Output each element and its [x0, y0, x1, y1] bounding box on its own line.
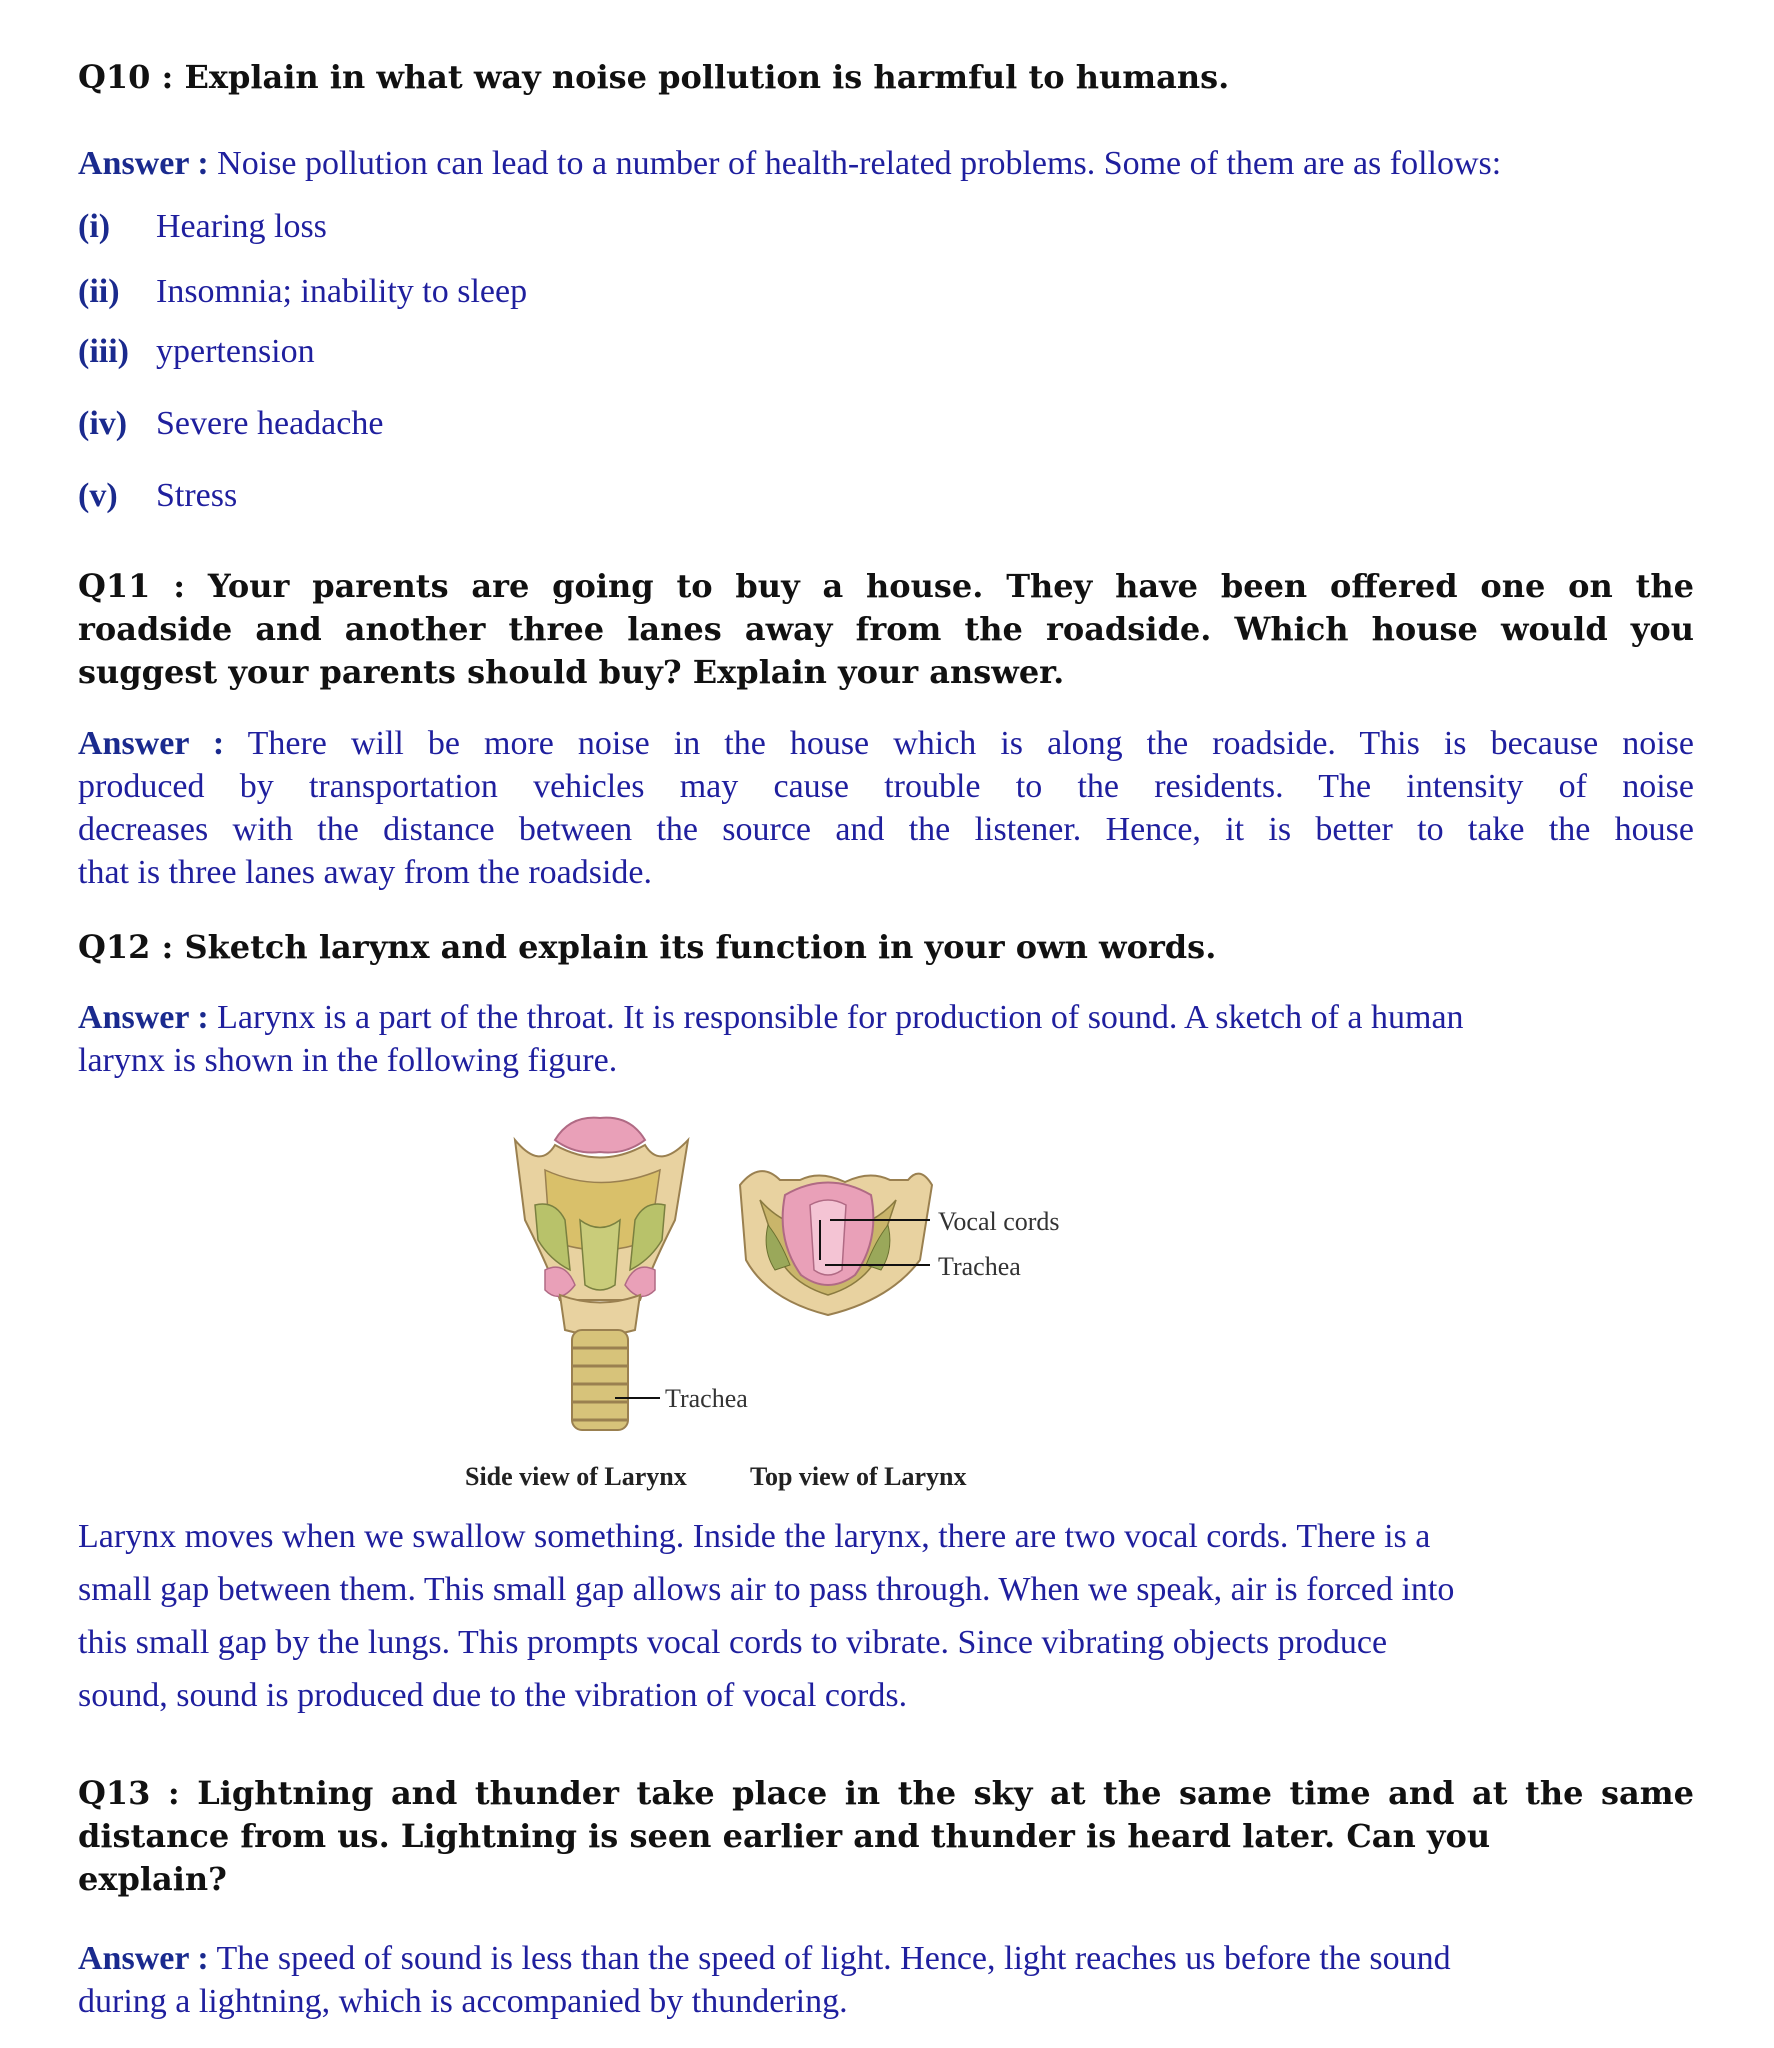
list-item: [78, 333, 315, 371]
answer-line: [78, 722, 1694, 765]
list-text: Hearing loss: [156, 208, 327, 245]
q11-answer: [78, 722, 1694, 894]
question-line: suggest your parents should buy? Explain your answer.: [78, 653, 1065, 691]
list-item: [78, 273, 527, 311]
list-item: [78, 405, 383, 443]
list-item: [78, 477, 237, 515]
answer-label: Answer :: [78, 1940, 209, 1977]
answer-label: Answer :: [78, 999, 209, 1036]
q10-answer: [78, 142, 1694, 185]
answer-line: produced by transportation vehicles may cause trouble to the residents. The intensity of noise: [78, 768, 1694, 805]
answer-text: Noise pollution can lead to a number of health-related problems. Some of them are as follows:: [208, 145, 1502, 182]
larynx-side-view-drawing: [515, 1118, 688, 1430]
answer-line: that is three lanes away from the roadside.: [78, 854, 653, 891]
question-line: Q13 : Lightning and thunder take place in the sky at the same time and at the same: [78, 1774, 1694, 1812]
q10-question: Q10 : Explain in what way noise pollution is harmful to humans.: [78, 58, 1230, 96]
label-trachea-top: Trachea: [938, 1252, 1021, 1281]
q11-question: [78, 565, 1694, 694]
list-number: (v): [78, 477, 118, 514]
label-trachea-side: Trachea: [665, 1384, 748, 1413]
answer-text: Larynx is a part of the throat. It is responsible for production of sound. A sketch of a human: [208, 999, 1464, 1036]
list-text: ypertension: [156, 333, 315, 370]
larynx-figure: [450, 1110, 1170, 1510]
answer-label: Answer :: [78, 725, 225, 762]
answer-label: Answer :: [78, 145, 209, 182]
caption-side-view: Side view of Larynx: [465, 1462, 687, 1491]
label-vocal-cords: Vocal cords: [938, 1207, 1060, 1236]
answer-line: decreases with the distance between the source and the listener. Hence, it is better to take the house: [78, 811, 1694, 848]
question-line: explain?: [78, 1860, 227, 1898]
answer-text: The speed of sound is less than the speed of light. Hence, light reaches us before the sound: [208, 1940, 1451, 1977]
answer-line: larynx is shown in the following figure.: [78, 1042, 618, 1079]
q13-answer: [78, 1937, 1694, 2023]
paragraph-line: sound, sound is produced due to the vibration of vocal cords.: [78, 1677, 908, 1714]
question-line: roadside and another three lanes away from the roadside. Which house would you: [78, 610, 1694, 648]
list-text: Stress: [156, 477, 238, 514]
larynx-top-view-drawing: [740, 1171, 932, 1315]
paragraph-line: Larynx moves when we swallow something. Inside the larynx, there are two vocal cords. There is a: [78, 1518, 1431, 1555]
paragraph-line: small gap between them. This small gap allows air to pass through. When we speak, air is forced into: [78, 1571, 1455, 1608]
answer-line: during a lightning, which is accompanied by thundering.: [78, 1983, 848, 2020]
question-line: Q11 : Your parents are going to buy a house. They have been offered one on the: [78, 567, 1694, 605]
list-number: (iv): [78, 405, 128, 442]
answer-text: There will be more noise in the house which is along the roadside. This is because noise: [224, 725, 1694, 762]
q13-question: [78, 1772, 1694, 1901]
list-text: Insomnia; inability to sleep: [156, 273, 528, 310]
q12-explanation: [78, 1510, 1694, 1722]
q12-answer: [78, 996, 1694, 1082]
question-line: distance from us. Lightning is seen earlier and thunder is heard later. Can you: [78, 1817, 1491, 1855]
paragraph-line: this small gap by the lungs. This prompts vocal cords to vibrate. Since vibrating objects produce: [78, 1624, 1388, 1661]
list-number: (i): [78, 208, 111, 245]
list-number: (ii): [78, 273, 120, 310]
list-text: Severe headache: [156, 405, 384, 442]
list-number: (iii): [78, 333, 129, 370]
list-item: [78, 208, 327, 246]
caption-top-view: Top view of Larynx: [750, 1462, 967, 1491]
q12-question: Q12 : Sketch larynx and explain its function in your own words.: [78, 928, 1217, 966]
